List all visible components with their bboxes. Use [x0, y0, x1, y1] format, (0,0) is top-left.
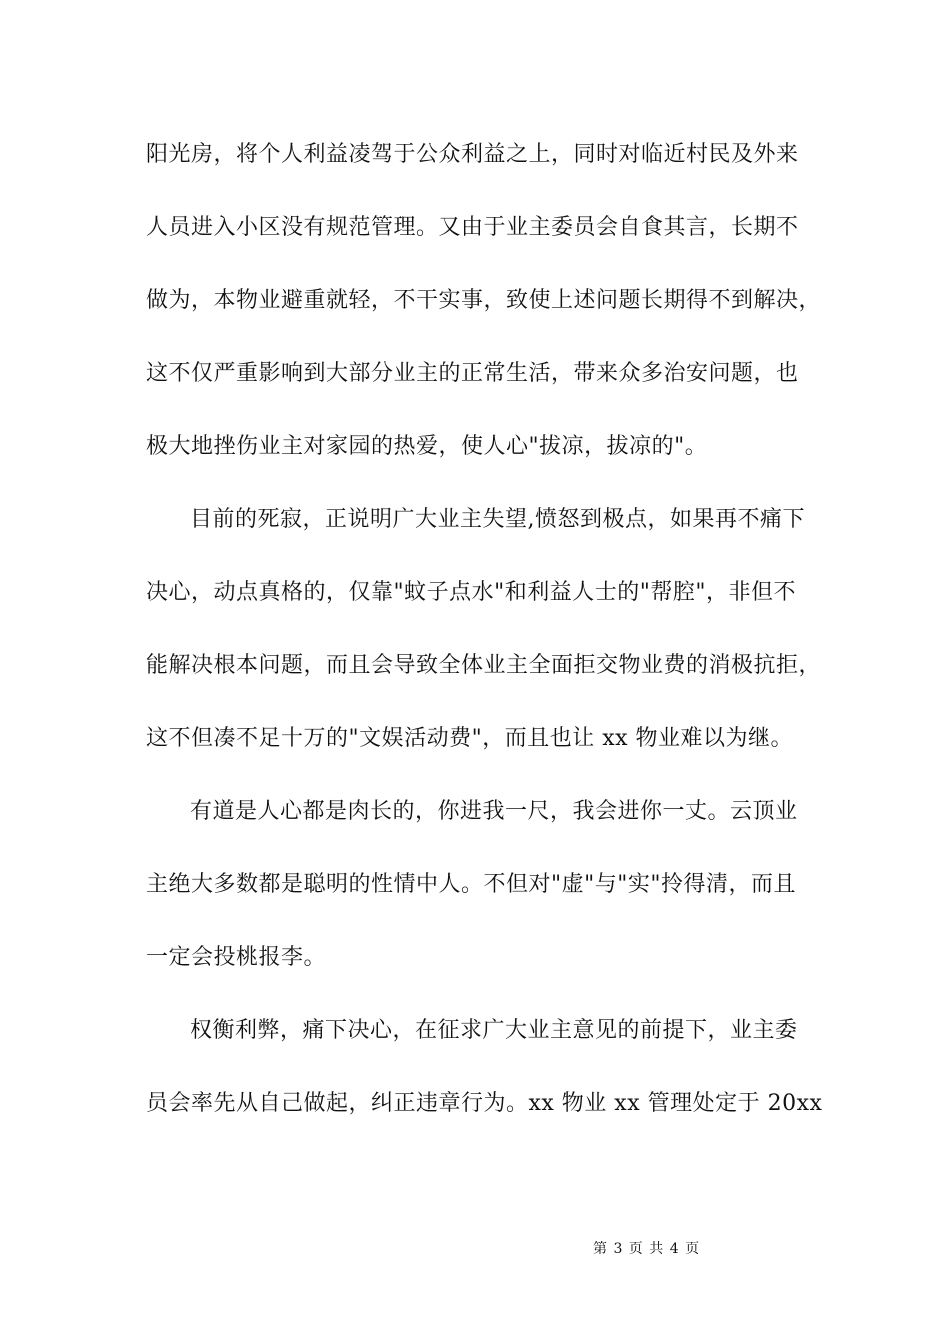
- text-line-content: 做为，本物业避重就轻，不干实事，致使上述问题长期得不到解决，: [146, 288, 822, 313]
- text-line-content: 人员进入小区没有规范管理。又由于业主委员会自食其言，长期不: [146, 215, 799, 240]
- text-line-content: 决心，动点真格的，仅靠"蚊子点水"和利益人士的"帮腔"，非但不: [146, 580, 796, 605]
- text-line-content: 阳光房，将个人利益凌驾于公众利益之上，同时对临近村民及外来: [146, 142, 799, 167]
- text-line-content: 有道是人心都是肉长的，你进我一尺，我会进你一丈。云顶业: [190, 799, 798, 824]
- text-line-content: 能解决根本问题，而且会导致全体业主全面拒交物业费的消极抗拒，: [146, 653, 822, 678]
- text-line-content: 这不但凑不足十万的"文娱活动费"，而且也让 xx 物业难以为继。: [146, 726, 794, 751]
- text-line-content: 一定会投桃报李。: [146, 945, 327, 970]
- page-number: 第 3 页 共 4 页: [593, 1241, 701, 1257]
- text-line-content: 主绝大多数都是聪明的性情中人。不但对"虚"与"实"拎得清，而且: [146, 872, 796, 897]
- text-line-content: 极大地挫伤业主对家园的热爱，使人心"拔凉，拔凉的"。: [146, 434, 708, 459]
- text-line-content: 权衡利弊，痛下决心，在征求广大业主意见的前提下，业主委: [190, 1018, 798, 1043]
- text-line-content: 这不仅严重影响到大部分业主的正常生活，带来众多治安问题，也: [146, 361, 799, 386]
- text-line-content: 员会率先从自己做起，纠正违章行为。xx 物业 xx 管理处定于 20xx: [146, 1091, 823, 1116]
- text-line-content: 目前的死寂，正说明广大业主失望,愤怒到极点，如果再不痛下: [190, 507, 805, 532]
